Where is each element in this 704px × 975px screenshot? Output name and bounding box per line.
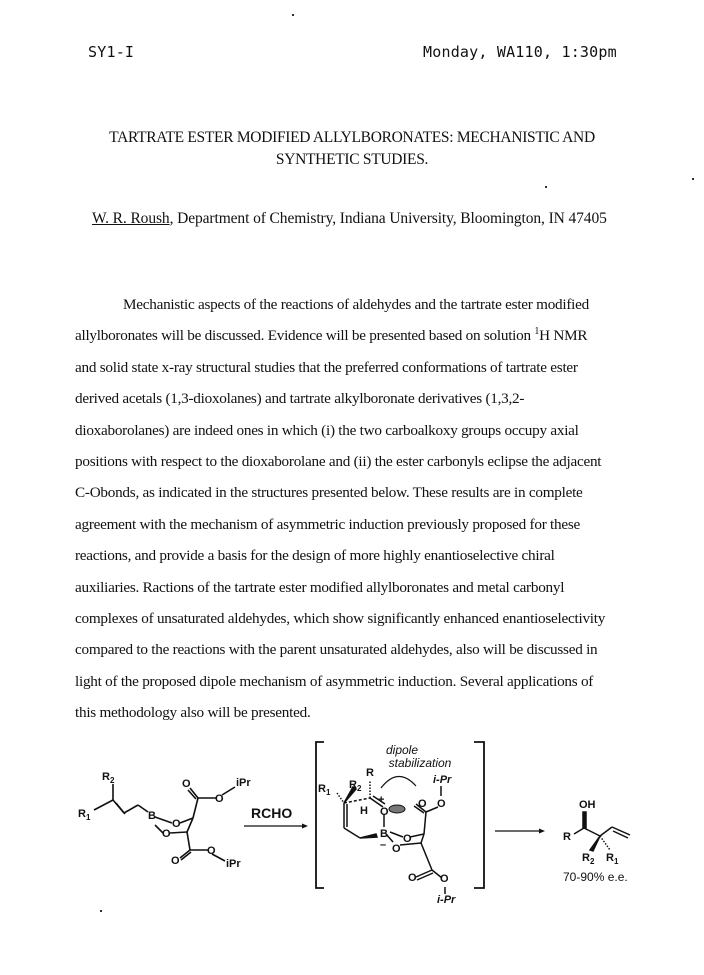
label-boron: B	[380, 828, 388, 840]
author-affiliation: , Department of Chemistry, Indiana University, Bloomington, IN 47405	[169, 210, 607, 227]
label-r2: $R_2$	[102, 771, 115, 785]
product-arrow	[495, 829, 545, 834]
label-oxygen: O	[172, 818, 181, 830]
abstract-line: compared to the reactions with the parent unsaturated aldehydes, also will be discussed in	[75, 641, 598, 659]
enantioselectivity-label: 70-90% e.e.	[563, 870, 628, 884]
label-i-pr: i-Pr	[433, 774, 452, 786]
nmr-text: H NMR	[539, 327, 588, 345]
scan-speck	[692, 178, 694, 180]
label-oxygen: O	[418, 798, 427, 810]
label-ipr: iPr	[236, 777, 251, 789]
abstract-line-text: allylboronates will be discussed. Evidence will be presented based on solution	[75, 327, 535, 345]
abstract-line	[75, 320, 645, 351]
nmr-superscript: 1	[534, 326, 540, 338]
label-oxygen: O	[437, 798, 446, 810]
abstract	[75, 289, 645, 729]
session-code: SY1-I	[88, 43, 135, 61]
label-plus: +	[378, 794, 385, 806]
label-i-pr: i-Pr	[437, 894, 456, 906]
label-oxygen: O	[182, 778, 191, 790]
abstract-line: complexes of unsaturated aldehydes, which show significantly enhanced enantioselectivity	[75, 610, 606, 628]
dipole-arrow	[381, 776, 416, 788]
author-name: W. R. Roush	[92, 210, 170, 227]
abstract-line: reactions, and provide a basis for the design of more highly enantioselective chiral	[75, 547, 555, 565]
product-structure	[574, 812, 630, 851]
abstract-line: C-Obonds, as indicated in the structures presented below. These results are in complete	[75, 484, 583, 502]
label-r1: $R_1$	[606, 852, 619, 866]
author-line	[92, 210, 607, 228]
label-oxygen: O	[171, 855, 180, 867]
scan-speck	[545, 186, 547, 188]
abstract-line: Mechanistic aspects of the reactions of aldehydes and the tartrate ester modified	[123, 296, 589, 313]
label-ipr: iPr	[226, 858, 241, 870]
ts-note-line-1: dipole	[385, 743, 419, 757]
label-oxygen: O	[408, 872, 417, 884]
title-line-1: TARTRATE ESTER MODIFIED ALLYLBORONATES: MECHANISTIC AND	[109, 129, 595, 146]
label-boron: B	[148, 810, 156, 822]
label-oxygen: O	[392, 843, 401, 855]
label-oxygen: O	[215, 793, 224, 805]
abstract-line: light of the proposed dipole mechanism of asymmetric induction. Several applications of	[75, 672, 594, 690]
label-r: R	[563, 831, 571, 843]
reaction-arrow	[244, 824, 308, 829]
label-minus: –	[380, 839, 387, 851]
label-r1: $R_1$	[78, 808, 91, 822]
label-oxygen: O	[207, 845, 216, 857]
abstract-line: positions with respect to the dioxaborolane and (ii) the ester carbonyls eclipse the adjacent	[75, 453, 602, 471]
lone-pair-orbital	[389, 805, 405, 813]
label-h: H	[360, 805, 368, 817]
paper-title	[0, 127, 704, 171]
transition-state-structure	[337, 780, 445, 894]
label-r1: $R_1$	[318, 783, 331, 797]
session-time: Monday, WA110, 1:30pm	[423, 43, 617, 61]
label-oxygen: O	[440, 873, 449, 885]
abstract-line: auxiliaries. Ractions of the tartrate ester modified allylboronates and metal carbonyl	[75, 578, 565, 596]
label-oxygen: O	[403, 833, 412, 845]
abstract-line: dioxaborolanes) are indeed ones in which (i) the two carboalkoxy groups occupy axial	[75, 421, 579, 439]
reagent-label: RCHO	[251, 805, 293, 821]
label-oxygen: O	[380, 806, 389, 818]
label-r: R	[366, 767, 374, 779]
label-oh: OH	[579, 799, 596, 811]
label-oxygen: O	[162, 828, 171, 840]
label-r2: $R_2$	[349, 779, 362, 793]
title-line-2: SYNTHETIC STUDIES.	[275, 151, 429, 168]
abstract-line: and solid state x-ray structural studies that the preferred conformations of tartrate ester	[75, 358, 578, 376]
scan-speck	[292, 14, 294, 16]
reaction-scheme	[0, 730, 704, 930]
abstract-line: derived acetals (1,3-dioxolanes) and tartrate alkylboronate derivatives (1,3,2-	[75, 390, 525, 408]
label-r2: $R_2$	[582, 852, 595, 866]
abstract-line: agreement with the mechanism of asymmetric induction previously proposed for these	[75, 515, 581, 533]
ts-note-line-2: stabilization	[388, 756, 452, 770]
abstract-line: this methodology also will be presented.	[75, 704, 311, 722]
